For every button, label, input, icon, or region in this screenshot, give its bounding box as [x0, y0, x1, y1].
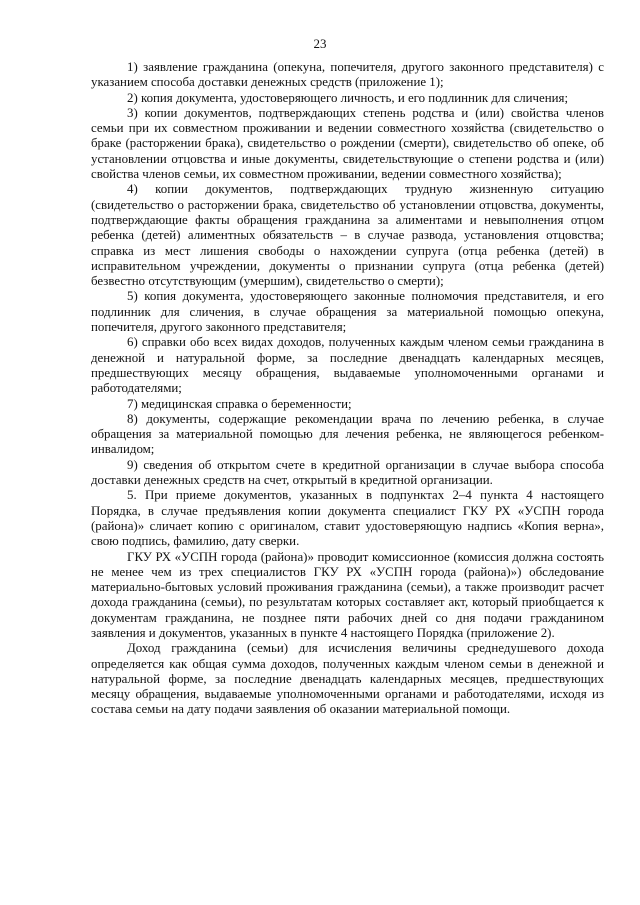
- paragraph-item-6: 6) справки обо всех видах доходов, полученных каждым членом семьи гражданина в денежной и натуральной форме, за последние двенадцать календарных месяцев, предшествующих месяцу обращения, выдаваемые уполномоченными органами и работодателями;: [91, 335, 604, 396]
- paragraph-commission: ГКУ РХ «УСПН города (района)» проводит комиссионное (комиссия должна состоять не менее чем из трех специалистов ГКУ РХ «УСПН города (района)») обследование материально-бытовых условий проживания гражданина (семьи), а также производит расчет дохода гражданина (семьи), по результатам которых составляет акт, который приобщается к документам гражданина, не позднее пяти рабочих дней со дня подачи гражданином заявления и документов, указанных в пункте 4 настоящего Порядка (приложение 2).: [91, 549, 604, 640]
- document-body: [91, 60, 604, 718]
- paragraph-item-5: 5) копия документа, удостоверяющего законные полномочия представителя, и его подлинник для сличения, в случае обращения за материальной помощью опекуна, попечителя, другого законного представителя;: [91, 289, 604, 335]
- paragraph-income: Доход гражданина (семьи) для исчисления величины среднедушевого дохода определяется как общая сумма доходов, полученных каждым членом семьи в денежной и натуральной форме, за последние двенадцать календарных месяцев, предшествующих месяцу обращения, выдаваемые уполномоченными органами и работодателями, исходя из состава семьи на дату подачи заявления об оказании материальной помощи.: [91, 641, 604, 717]
- paragraph-point-5: 5. При приеме документов, указанных в подпунктах 2–4 пункта 4 настоящего Порядка, в случае предъявления копии документа специалист ГКУ РХ «УСПН города (района)» сличает копию с оригиналом, ставит удостоверяющую надпись «Копия верна», свою подпись, фамилию, дату сверки.: [91, 488, 604, 549]
- paragraph-item-9: 9) сведения об открытом счете в кредитной организации в случае выбора способа доставки денежных средств на счет, открытый в кредитной организации.: [91, 457, 604, 488]
- paragraph-item-3: 3) копии документов, подтверждающих степень родства и (или) свойства членов семьи при их совместном проживании и ведении совместного хозяйства (свидетельство о браке (расторжении брака), свидетельство о рождении (смерти), свидетельство об опеке, об установлении отцовства и иные документы, свидетельствующие о степени родства и (или) свойства членов семьи, их совместном проживании, ведении совместного хозяйства);: [91, 105, 604, 182]
- page-number: 23: [313, 36, 327, 51]
- paragraph-item-4: 4) копии документов, подтверждающих трудную жизненную ситуацию (свидетельство о расторжении брака, свидетельство об установлении отцовства, документы, подтверждающие факты обращения гражданина за алиментами и невыполнения отцом ребенка (детей) алиментных обязательств – в случае развода, установления отцовства; справка из мест лишения свободы о нахождении супруга (отца ребенка (детей) в исправительном учреждении, документы о признании супруга (отца ребенка (детей) безвестно отсутствующим (умершим), свидетельство о смерти);: [91, 182, 604, 289]
- paragraph-item-7: 7) медицинская справка о беременности;: [127, 396, 352, 411]
- paragraph-item-1: 1) заявление гражданина (опекуна, попечителя, другого законного представителя) с указанием способа доставки денежных средств (приложение 1);: [91, 60, 604, 90]
- paragraph-item-8: 8) документы, содержащие рекомендации врача по лечению ребенка, в случае обращения за материальной помощью для лечения ребенка, не являющегося ребенком-инвалидом;: [91, 411, 604, 457]
- paragraph-item-2: 2) копия документа, удостоверяющего личность, и его подлинник для сличения;: [127, 90, 569, 105]
